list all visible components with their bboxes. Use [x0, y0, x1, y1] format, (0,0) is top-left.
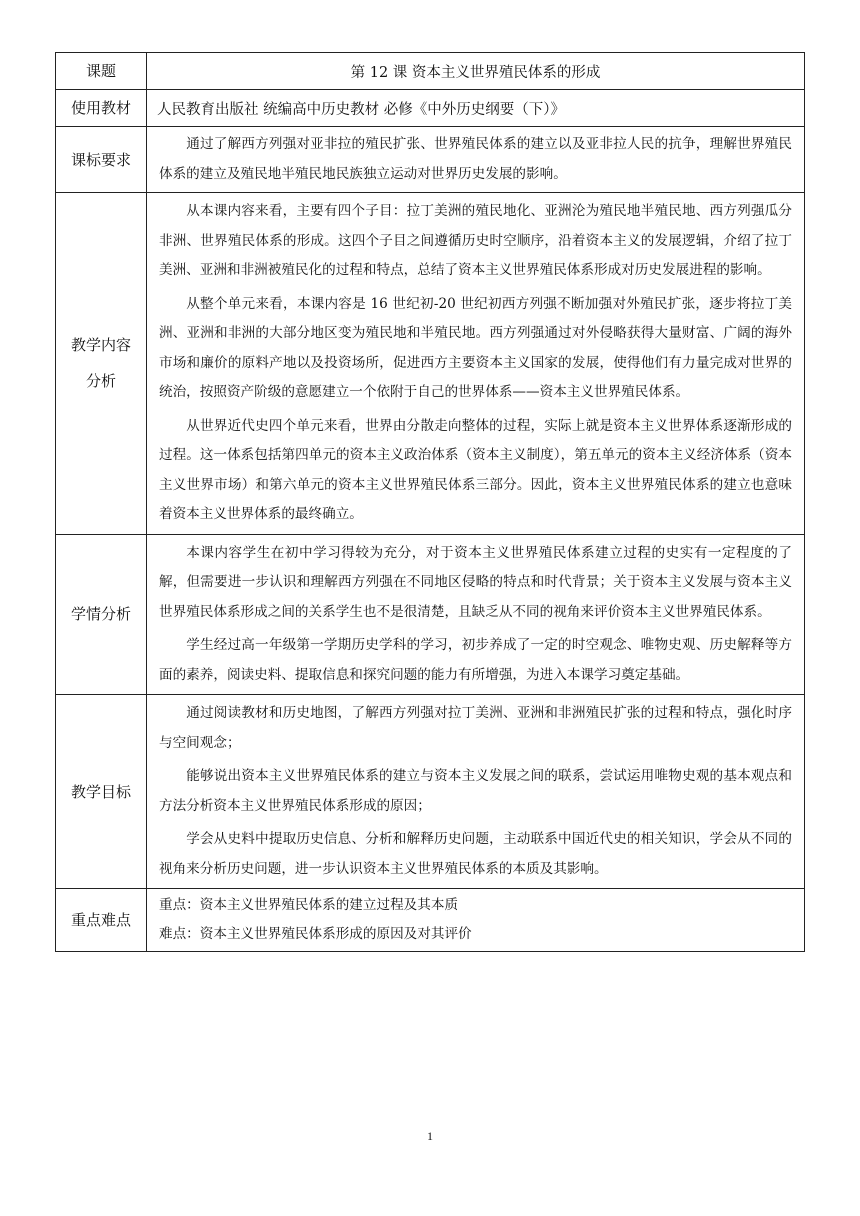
- label-standards: 课标要求: [56, 127, 147, 193]
- objective-paragraph: 通过阅读教材和历史地图，了解西方列强对拉丁美洲、亚洲和非洲殖民扩张的过程和特点，强化时序与空间观念；: [159, 705, 792, 751]
- lesson-title: 第 12 课 资本主义世界殖民体系的形成: [147, 53, 805, 90]
- row-title: [56, 53, 805, 90]
- content-analysis-paragraph: 从本课内容来看，主要有四个子目：拉丁美洲的殖民地化、亚洲沦为殖民地半殖民地、西方列强瓜分非洲、世界殖民体系的形成。这四个子目之间遵循历史时空顺序，沿着资本主义的发展逻辑，介绍了拉丁美洲、亚洲和非洲被殖民化的过程和特点，总结了资本主义世界殖民体系形成对历史发展进程的影响。: [159, 203, 792, 278]
- label-textbook: 使用教材: [56, 90, 147, 127]
- standards-text: 通过了解西方列强对亚非拉的殖民扩张、世界殖民体系的建立以及亚非拉人民的抗争，理解世界殖民体系的建立及殖民地半殖民地民族独立运动对世界历史发展的影响。: [159, 136, 792, 182]
- page-number: 1: [427, 1129, 433, 1143]
- label-key-points: 重点难点: [56, 889, 147, 952]
- objective-paragraph: 能够说出资本主义世界殖民体系的建立与资本主义发展之间的联系，尝试运用唯物史观的基本观点和方法分析资本主义世界殖民体系形成的原因；: [159, 768, 792, 814]
- textbook-value: 人民教育出版社 统编高中历史教材 必修《中外历史纲要（下）》: [147, 90, 805, 127]
- student-analysis-paragraph: 学生经过高一年级第一学期历史学科的学习，初步养成了一定的时空观念、唯物史观、历史解释等方面的素养，阅读史料、提取信息和探究问题的能力有所增强，为进入本课学习奠定基础。: [159, 637, 792, 683]
- student-analysis-paragraph: 本课内容学生在初中学习得较为充分，对于资本主义世界殖民体系建立过程的史实有一定程度的了解，但需要进一步认识和理解西方列强在不同地区侵略的特点和时代背景；关于资本主义发展与资本主义世界殖民体系形成之间的关系学生也不是很清楚，且缺乏从不同的视角来评价资本主义世界殖民体系。: [159, 544, 792, 620]
- row-content-analysis: [56, 193, 805, 535]
- row-standards: [56, 127, 805, 193]
- label-title: 课题: [56, 53, 147, 90]
- row-student-analysis: [56, 534, 805, 695]
- label-content-analysis-line2: 分析: [85, 372, 116, 391]
- label-content-analysis-line1: 教学内容: [70, 336, 131, 355]
- row-objectives: [56, 695, 805, 889]
- label-objectives: 教学目标: [56, 695, 147, 889]
- key-point-difficulty: 难点：资本主义世界殖民体系形成的原因及对其评价: [159, 926, 472, 942]
- key-point-focus: 重点：资本主义世界殖民体系的建立过程及其本质: [159, 897, 459, 913]
- content-analysis-paragraph: 从整个单元来看，本课内容是 16 世纪初-20 世纪初西方列强不断加强对外殖民扩张，逐步将拉丁美洲、亚洲和非洲的大部分地区变为殖民地和半殖民地。西方列强通过对外侵略获得大量财富、广阔的海外市场和廉价的原料产地以及投资场所，促进西方主要资本主义国家的发展，使得他们有力量完成对世界的统治，按照资产阶级的意愿建立一个依附于自己的世界体系——资本主义世界殖民体系。: [159, 295, 792, 400]
- label-student-analysis: 学情分析: [56, 534, 147, 695]
- row-key-points: [56, 889, 805, 952]
- objective-paragraph: 学会从史料中提取历史信息、分析和解释历史问题，主动联系中国近代史的相关知识，学会从不同的视角来分析历史问题，进一步认识资本主义世界殖民体系的本质及其影响。: [159, 831, 792, 877]
- content-analysis-paragraph: 从世界近代史四个单元来看，世界由分散走向整体的过程，实际上就是资本主义世界体系逐渐形成的过程。这一体系包括第四单元的资本主义政治体系（资本主义制度），第五单元的资本主义经济体系（资本主义世界市场）和第六单元的资本主义世界殖民体系三部分。因此，资本主义世界殖民体系的建立也意味着资本主义世界体系的最终确立。: [159, 417, 792, 522]
- row-textbook: [56, 90, 805, 127]
- lesson-plan-table: [55, 52, 805, 952]
- label-content-analysis: [56, 193, 147, 535]
